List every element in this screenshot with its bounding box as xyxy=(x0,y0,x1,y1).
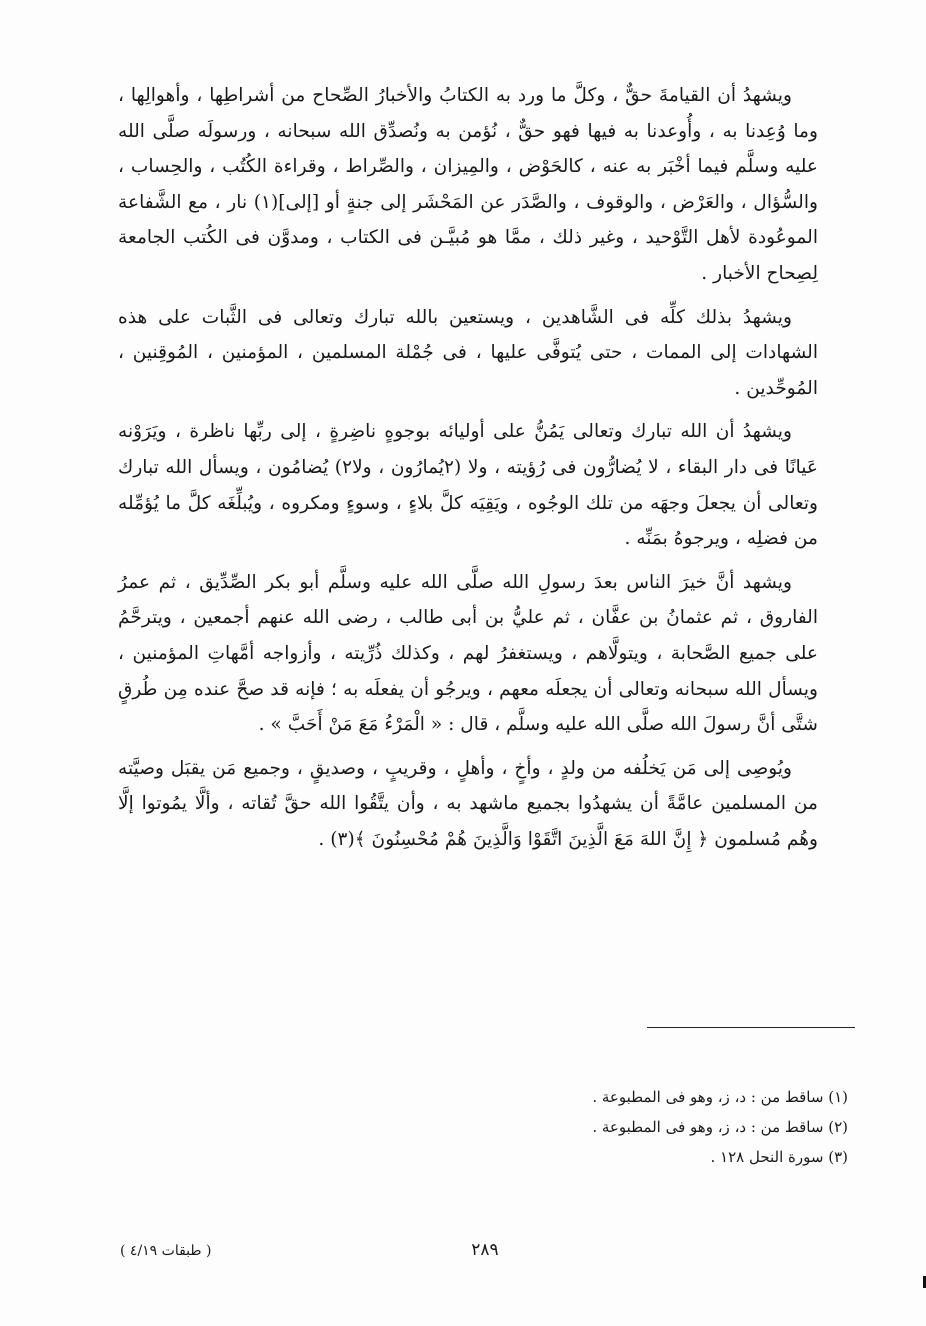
page-number: ٢٨٩ xyxy=(471,1240,499,1260)
footnotes xyxy=(300,1082,848,1172)
volume-signature: ( طبقات ٤/١٩ ) xyxy=(120,1243,212,1259)
footnote-2: (٢) ساقط من : د، ز، وهو فى المطبوعة . xyxy=(592,1118,848,1136)
paragraph-3: ويشهدُ أن الله تبارك وتعالى يَمُنُّ على أوليائه بوجوهٍ ناضِرةٍ ، إلى ربِّها ناظرة ، ويَرَوْنه عَيانًا فى دار البقاء ، لا يُضارُّون فى رُؤيته ، ولا (٢يُمارُون ، ولا٢) يُضامُون ، ويسأل الله تبارك وتعالى أن يجعلَ وجهَه من تلك الوجُوه ، ويَقِيَه كلَّ بلاءٍ ، وسوءٍ ومكروه ، ويُبلِّغَه كلَّ ما يُؤمِّله من فضلِه ، ويرجوهُ بمَنِّه . xyxy=(118,421,819,550)
footnote-3: (٣) سورة النحل ١٢٨ . xyxy=(710,1148,848,1166)
footnote-divider xyxy=(647,1027,855,1028)
main-text-block xyxy=(118,78,818,857)
paragraph-5: ويُوصِى إلى مَن يَخلُفه من ولدٍ ، وأخٍ ، وأهلٍ ، وقريبٍ ، وصديقٍ ، وجميع مَن يقبَل وصيَّته من المسلمين عامَّةً أن يشهدُوا بجميع ماشهد به ، وأن يتَّقُوا الله حقَّ تُقاته ، وألَّا يمُوتوا إلَّا وهُم مُسلمون ﴿ إِنَّ اللهَ مَعَ الَّذِينَ اتَّقَوْا وَالَّذِينَ هُمْ مُحْسِنُونَ ﴾(٣) . xyxy=(118,757,818,850)
paragraph-4: ويشهد أنَّ خيرَ الناس بعدَ رسولِ الله صلَّى الله عليه وسلَّم أبو بكر الصِّدِّيق ، ثم عمرُ الفاروق ، ثم عثمانُ بن عفَّان ، ثم عليُّ بن أبى طالب ، رضى الله عنهم أجمعين ، ويترحَّمُ على جميع الصَّحابة ، ويتولَّاهم ، ويستغفرُ لهم ، وكذلك ذُرِّيته ، وأزواجه أمَّهاتِ المؤمنين ، ويسأل الله سبحانه وتعالى أن يجعلَه معهم ، ويرجُو أن يفعلَه به ؛ فإنه قد صحَّ عنده مِن طُرقٍ شتَّى أنَّ رسولَ الله صلَّى الله عليه وسلَّم ، قال : « الْمَرْءُ مَعَ مَنْ أَحَبَّ » . xyxy=(118,571,818,736)
paragraph-2: ويشهدُ بذلك كلِّه فى الشَّاهدين ، ويستعين بالله تبارك وتعالى فى الثَّبات على هذه الشهادات إلى الممات ، حتى يُتوفَّى عليها ، فى جُمْلة المسلمين ، المؤمنين ، المُوقِنين ، المُوحِّدين . xyxy=(118,306,818,399)
paragraph-1: ويشهدُ أن القيامةَ حقٌّ ، وكلَّ ما ورد به الكتابُ والأخبارُ الصِّحاح من أشراطِها ، وأهوالِها ، وما وُعِدنا به ، وأُوعدنا به فيها فهو حقٌّ ، نُؤمن به ونُصدِّق الله سبحانه ، ورسولَه صلَّى الله عليه وسلَّم فيما أخْبَر به عنه ، كالحَوْض ، والمِيزان ، والصِّراط ، وقراءة الكُتُب ، والحِساب ، والسُّؤال ، والعَرْض ، والوقوف ، والصَّدَر عن المَحْشَر إلى جنةٍ أو [إلى](١) نار ، مع الشَّفاعة الموعُودة لأهل التَّوْحيد ، وغير ذلك ، ممَّا هو مُبيَّـن فى الكتاب ، ومدوَّن فى الكُتب الجامعة لِصِحاح الأخبار . xyxy=(118,85,818,284)
footnote-1: (١) ساقط من : د، ز، وهو فى المطبوعة . xyxy=(592,1088,848,1106)
